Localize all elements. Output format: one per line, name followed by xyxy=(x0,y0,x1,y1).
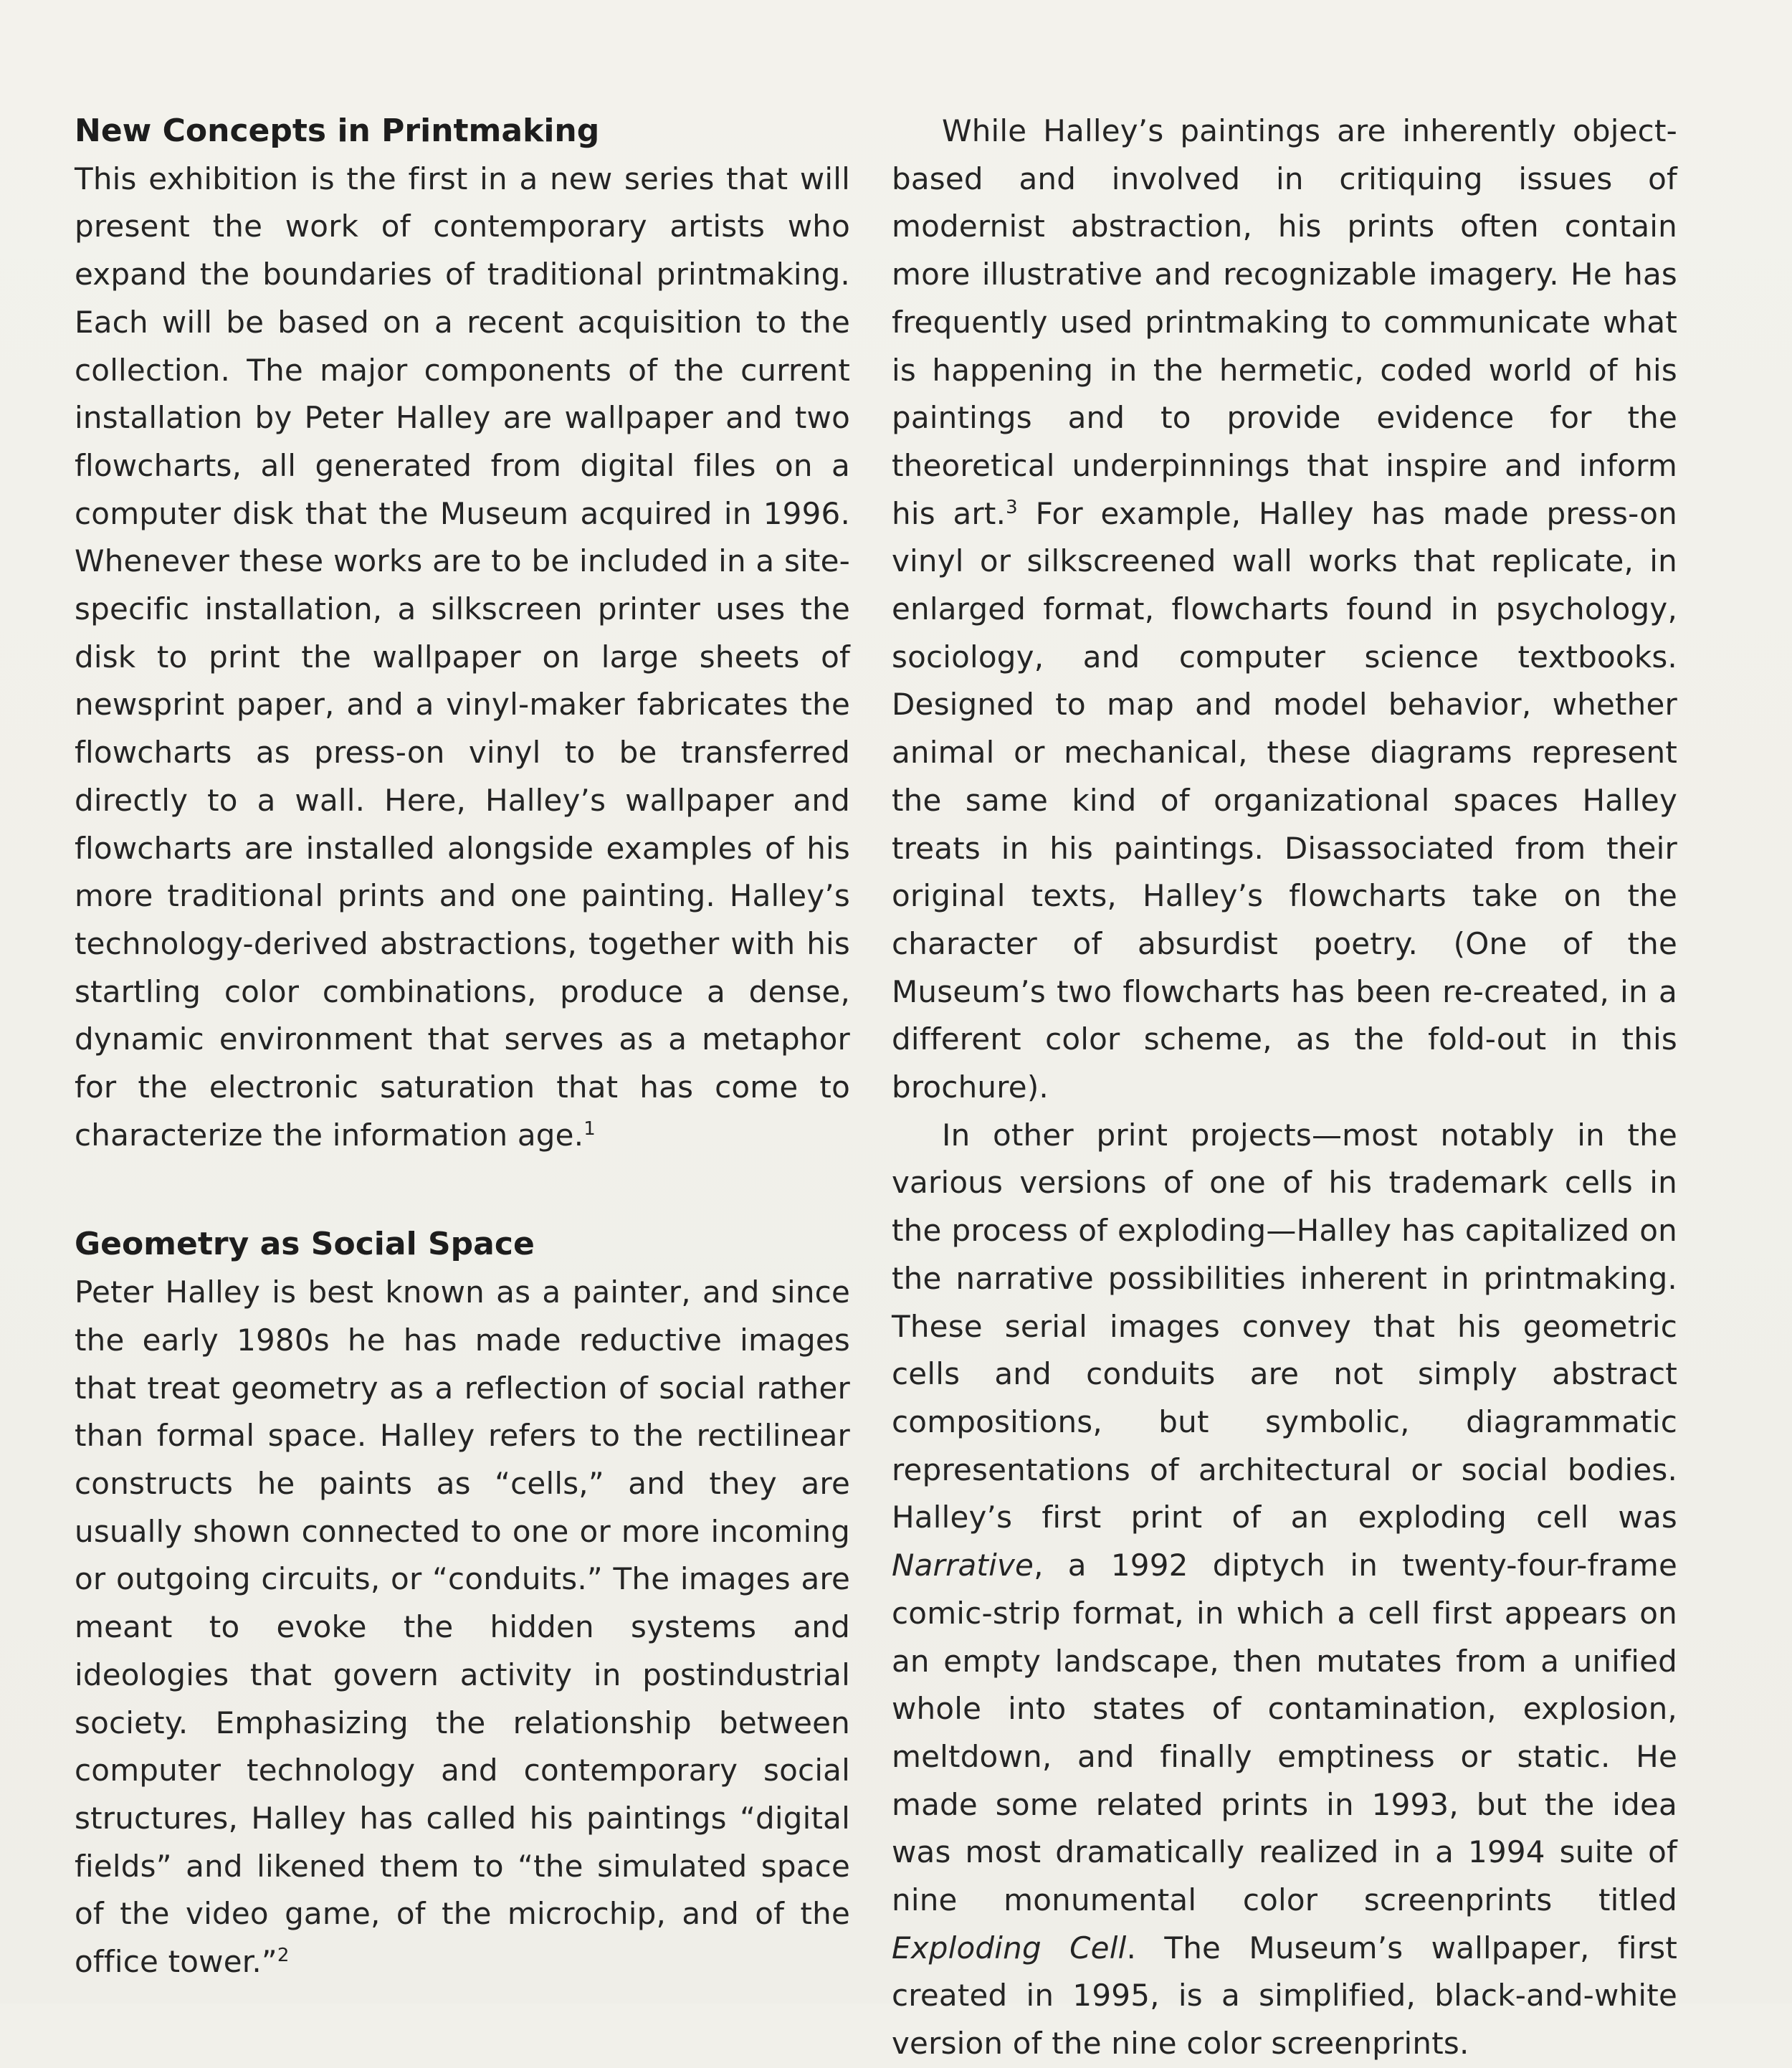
body-paragraph-new-concepts xyxy=(75,156,850,1160)
footnote-marker-3: 3 xyxy=(1006,496,1018,518)
section-spacer xyxy=(75,1159,850,1221)
body-paragraph-exploding-cell xyxy=(892,1112,1677,2068)
paragraph-text: This exhibition is the first in a new series that will present the work of contemporary artists who expand the boundaries of traditional printmaking. Each will be based on a recent acquisition to the collection. The major components of the current installation by Peter Halley are wallpaper and two flowcharts, all generated from digital files on a computer disk that the Museum acquired in 1996. Whenever these works are to be included in a site-specific installation, a silkscreen printer uses the disk to print the wallpaper on large sheets of newsprint paper, and a vinyl-maker fabricates the flowcharts as press-on vinyl to be transferred directly to a wall. Here, Halley’s wallpaper and flowcharts are installed alongside examples of his more traditional prints and one painting. Halley’s technology-derived abstractions, together with his startling color combinations, produce a dense, dynamic environment that serves as a metaphor for the electronic saturation that has come to characterize the information age. xyxy=(75,161,850,1153)
section-heading-geometry: Geometry as Social Space xyxy=(75,1226,535,1263)
body-paragraph-prints xyxy=(892,108,1677,1112)
section-heading-new-concepts: New Concepts in Printmaking xyxy=(75,113,600,149)
paragraph-text: While Halley’s paintings are inherently object-based and involved in critiquing issues of modernist abstraction, his prints often contain more illustrative and recognizable imagery. He has frequently used printmaking to communicate what is happening in the hermetic, coded world of his paintings and to provide evidence for the theoretical underpinnings that inspire and inform his art. xyxy=(892,113,1677,531)
left-column xyxy=(75,108,850,1986)
artwork-title-exploding-cell: Exploding Cell xyxy=(892,1930,1127,1965)
right-column xyxy=(892,108,1677,2068)
paragraph-text: For example, Halley has made press-on vinyl or silkscreened wall works that replicate, in enlarged format, flowcharts found in psychology, sociology, and computer science textbooks. Designed to map and model behavior, whether animal or mechanical, these diagrams represent the same kind of organizational spaces Halley treats in his paintings. Disassociated from their original texts, Halley’s flowcharts take on the character of absurdist poetry. (One of the Museum’s two flowcharts has been re-created, in a different color scheme, as the fold-out in this brochure). xyxy=(892,495,1677,1105)
footnote-marker-2: 2 xyxy=(277,1945,290,1967)
paragraph-text: In other print projects—most notably in the various versions of one of his trademark cells in the process of exploding—Halley has capitalized on the narrative possibilities inherent in printmaking. These serial images convey that his geometric cells and conduits are not simply abstract compositions, but symbolic, diagrammatic representations of architectural or social bodies. Halley’s first print of an exploding cell was xyxy=(892,1117,1677,1535)
paragraph-text: Peter Halley is best known as a painter, and since the early 1980s he has made reductive images that treat geometry as a reflection of social rather than formal space. Halley refers to the rectilinear constructs he paints as “cells,” and they are usually shown connected to one or more incoming or outgoing circuits, or “conduits.” The images are meant to evoke the hidden systems and ideologies that govern activity in postindustrial society. Emphasizing the relationship between computer technology and contemporary social structures, Halley has called his paintings “digital fields” and likened them to “the simulated space of the video game, of the microchip, and of the office tower.” xyxy=(75,1274,850,1980)
footnote-marker-1: 1 xyxy=(583,1118,596,1140)
paragraph-text: . The Museum’s wallpaper, first created in 1995, is a simplified, black-and-white version of the nine color screenprints. xyxy=(892,1930,1677,2062)
artwork-title-narrative: Narrative xyxy=(892,1548,1034,1583)
body-paragraph-geometry xyxy=(75,1269,850,1986)
paragraph-text: , a 1992 diptych in twenty-four-frame comic-strip format, in which a cell first appears on an empty landscape, then mutates from a unified whole into states of contamination, explosion, meltdown, and finally emptiness or static. He made some related prints in 1993, but the idea was most dramatically realized in a 1994 suite of nine monumental color screenprints titled xyxy=(892,1548,1677,1918)
